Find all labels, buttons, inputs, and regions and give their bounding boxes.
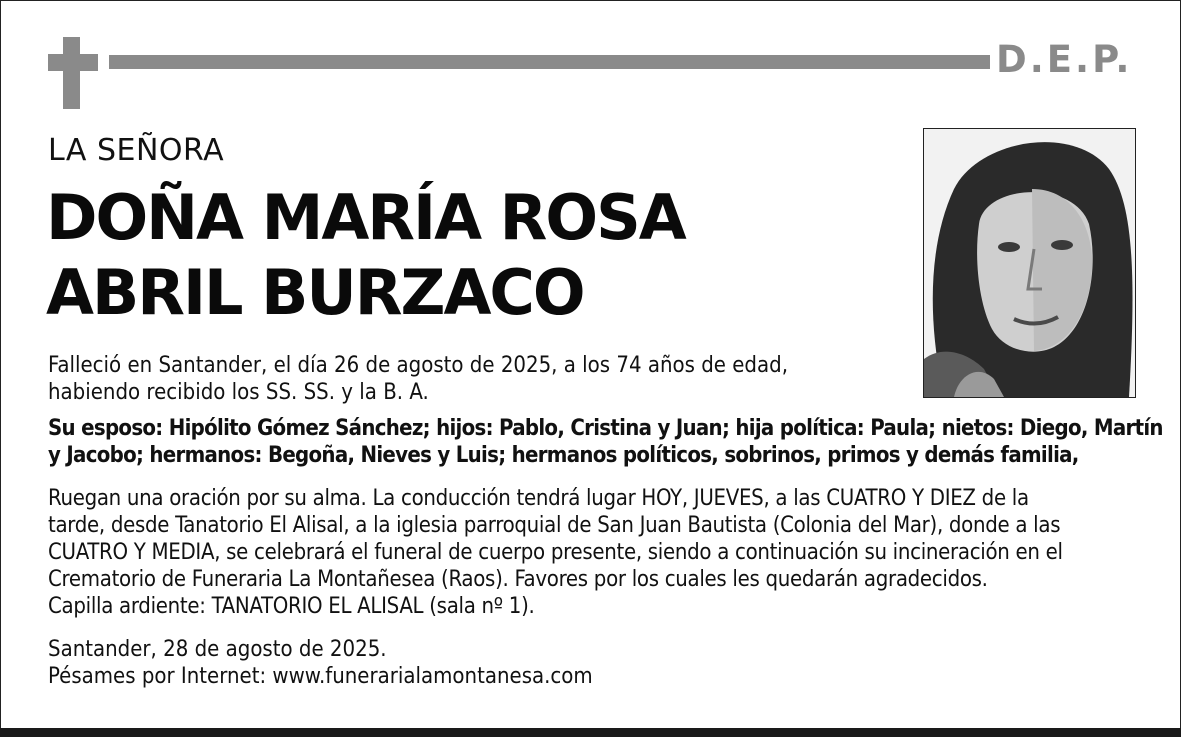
family-line-2: y Jacobo; hermanos: Begoña, Nieves y Luis; hermanos políticos, sobrinos, primos y demás familia, (48, 443, 1079, 468)
deceased-name (46, 180, 685, 330)
place-date: Santander, 28 de agosto de 2025. (48, 637, 387, 662)
death-notice-line-2: habiendo recibido los SS. SS. y la B. A. (48, 380, 429, 405)
death-notice-line-1: Falleció en Santander, el día 26 de agosto de 2025, a los 74 años de edad, (48, 353, 788, 378)
family-list (48, 415, 1163, 469)
portrait-illustration (924, 129, 1135, 397)
service-line-4: Crematorio de Funeraria La Montañesea (Raos). Favores por los cuales les quedarán agradecidos. (48, 567, 988, 592)
name-line-2: ABRIL BURZACO (46, 256, 584, 329)
family-line-1: Su esposo: Hipólito Gómez Sánchez; hijos: Pablo, Cristina y Juan; hija política: Paula; nietos: Diego, Martín (48, 416, 1163, 441)
condolences-url[interactable]: Pésames por Internet: www.funerarialamontanesa.com (48, 664, 593, 689)
header-rule (109, 55, 990, 69)
bottom-border (0, 728, 1181, 737)
cross-icon-vertical (63, 37, 80, 109)
service-line-1: Ruegan una oración por su alma. La conducción tendrá lugar HOY, JUEVES, a las CUATRO Y DIEZ de la (48, 486, 1029, 511)
service-details (48, 485, 1063, 620)
footer (48, 636, 593, 690)
service-line-5: Capilla ardiente: TANATORIO EL ALISAL (sala nº 1). (48, 594, 535, 619)
portrait-photo (923, 128, 1136, 398)
cross-icon-horizontal (48, 54, 98, 71)
service-line-2: tarde, desde Tanatorio El Alisal, a la iglesia parroquial de San Juan Bautista (Colonia del Mar), donde a las (48, 513, 1061, 538)
name-line-1: DOÑA MARÍA ROSA (46, 181, 685, 254)
honorific: LA SEÑORA (48, 133, 225, 168)
dep-label: D.E.P. (996, 38, 1133, 81)
death-notice (48, 352, 788, 406)
service-line-3: CUATRO Y MEDIA, se celebrará el funeral de cuerpo presente, siendo a continuación su incineración en el (48, 540, 1063, 565)
